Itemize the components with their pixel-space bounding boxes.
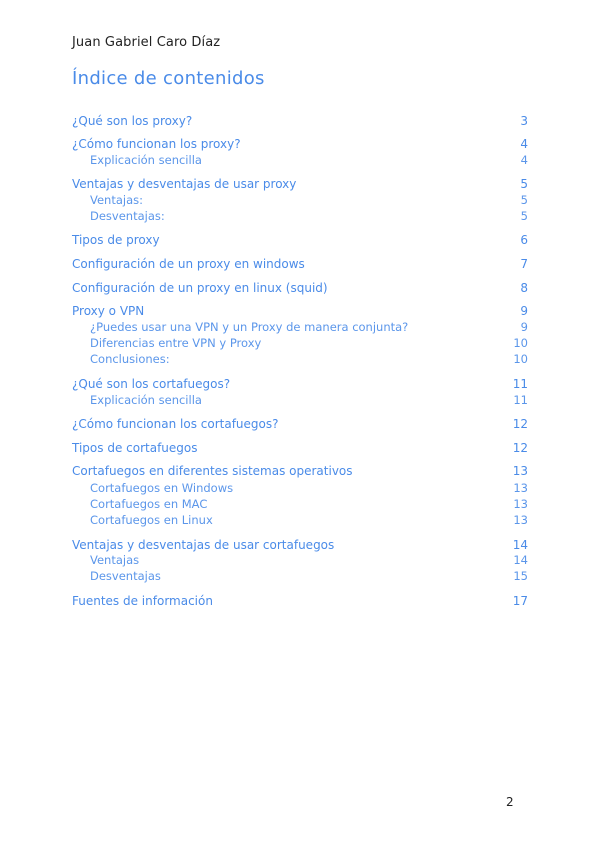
- toc-entry-page: 7: [520, 257, 528, 271]
- toc-entry-page: 15: [513, 569, 528, 583]
- toc-entry[interactable]: [72, 441, 528, 457]
- toc-entry-page: 4: [520, 137, 528, 151]
- toc-entry-page: 5: [520, 193, 528, 207]
- toc-entry-page: 12: [512, 441, 528, 455]
- toc-entry-page: 13: [513, 481, 528, 495]
- toc-entry-label: ¿Qué son los cortafuegos?: [72, 377, 231, 391]
- toc-entry-page: 10: [513, 336, 528, 350]
- toc-entry[interactable]: [90, 513, 528, 529]
- toc-entry[interactable]: [90, 553, 528, 569]
- toc-entry-label: Ventajas:: [90, 193, 144, 207]
- toc-entry-page: 12: [512, 417, 528, 431]
- toc-entry-label: Cortafuegos en Windows: [90, 481, 234, 495]
- toc-entry[interactable]: [72, 233, 528, 249]
- toc-entry[interactable]: [90, 393, 528, 409]
- toc-entry-page: 11: [513, 393, 528, 407]
- toc-entry-label: Conclusiones:: [90, 352, 170, 366]
- toc-entry-label: Diferencias entre VPN y Proxy: [90, 336, 262, 350]
- toc-entry-label: Desventajas:: [90, 209, 165, 223]
- toc-entry[interactable]: [72, 304, 528, 320]
- document-author: Juan Gabriel Caro Díaz: [72, 35, 221, 50]
- toc-entry-label: Ventajas y desventajas de usar cortafuegos: [72, 538, 335, 552]
- toc-entry-page: 17: [512, 594, 528, 608]
- toc-entry-label: Desventajas: [90, 569, 161, 583]
- toc-entry-label: ¿Qué son los proxy?: [72, 114, 193, 128]
- toc-entry[interactable]: [90, 153, 528, 169]
- toc-entry-page: 5: [520, 209, 528, 223]
- toc-entry-page: 9: [520, 320, 528, 334]
- toc-entry[interactable]: [90, 209, 528, 225]
- toc-entry-page: 8: [520, 281, 528, 295]
- toc-entry-label: ¿Cómo funcionan los cortafuegos?: [72, 417, 279, 431]
- toc-title: Índice de contenidos: [72, 68, 265, 89]
- toc-entry-page: 5: [520, 177, 528, 191]
- toc-entry-page: 11: [512, 377, 528, 391]
- toc-entry-label: ¿Cómo funcionan los proxy?: [72, 137, 241, 151]
- toc-entry[interactable]: [72, 377, 528, 393]
- toc-entry[interactable]: [72, 177, 528, 193]
- toc-entry[interactable]: [90, 193, 528, 209]
- toc-entry[interactable]: [90, 481, 528, 497]
- toc-entry[interactable]: [90, 352, 528, 368]
- page-number: 2: [506, 795, 514, 809]
- toc-entry[interactable]: [72, 137, 528, 153]
- toc-entry[interactable]: [72, 538, 528, 554]
- toc-entry-label: ¿Puedes usar una VPN y un Proxy de manera conjunta?: [90, 320, 409, 334]
- toc-entry-page: 13: [513, 513, 528, 527]
- toc-entry-page: 13: [512, 464, 528, 478]
- toc-entry-label: Proxy o VPN: [72, 304, 145, 318]
- toc-entry[interactable]: [90, 336, 528, 352]
- toc-entry-page: 10: [513, 352, 528, 366]
- toc-entry-page: 13: [513, 497, 528, 511]
- toc-entry-label: Configuración de un proxy en windows: [72, 257, 305, 271]
- toc-entry-page: 14: [512, 538, 528, 552]
- toc-entry-label: Cortafuegos en Linux: [90, 513, 213, 527]
- toc-entry[interactable]: [90, 497, 528, 513]
- toc-entry[interactable]: [72, 257, 528, 273]
- toc-entry-page: 6: [520, 233, 528, 247]
- toc-entry-label: Fuentes de información: [72, 594, 213, 608]
- toc-entry-label: Tipos de proxy: [72, 233, 160, 247]
- toc-entry-label: Ventajas: [90, 553, 140, 567]
- toc-entry-label: Cortafuegos en diferentes sistemas operativos: [72, 464, 353, 478]
- toc-entry-page: 9: [520, 304, 528, 318]
- toc-entry-label: Configuración de un proxy en linux (squid): [72, 281, 328, 295]
- toc-entry[interactable]: [72, 281, 528, 297]
- toc-entry-label: Tipos de cortafuegos: [72, 441, 198, 455]
- toc-entry[interactable]: [72, 594, 528, 610]
- toc-entry[interactable]: [72, 464, 528, 480]
- toc-entry-label: Explicación sencilla: [90, 393, 202, 407]
- toc-entry[interactable]: [72, 114, 528, 130]
- toc-entry-page: 4: [520, 153, 528, 167]
- toc-entry-label: Ventajas y desventajas de usar proxy: [72, 177, 297, 191]
- toc-entry-label: Explicación sencilla: [90, 153, 202, 167]
- toc-entry[interactable]: [90, 320, 528, 336]
- toc-entry[interactable]: [90, 569, 528, 585]
- toc-entry-page: 3: [520, 114, 528, 128]
- toc-entry[interactable]: [72, 417, 528, 433]
- toc-entry-label: Cortafuegos en MAC: [90, 497, 208, 511]
- toc-entry-page: 14: [513, 553, 528, 567]
